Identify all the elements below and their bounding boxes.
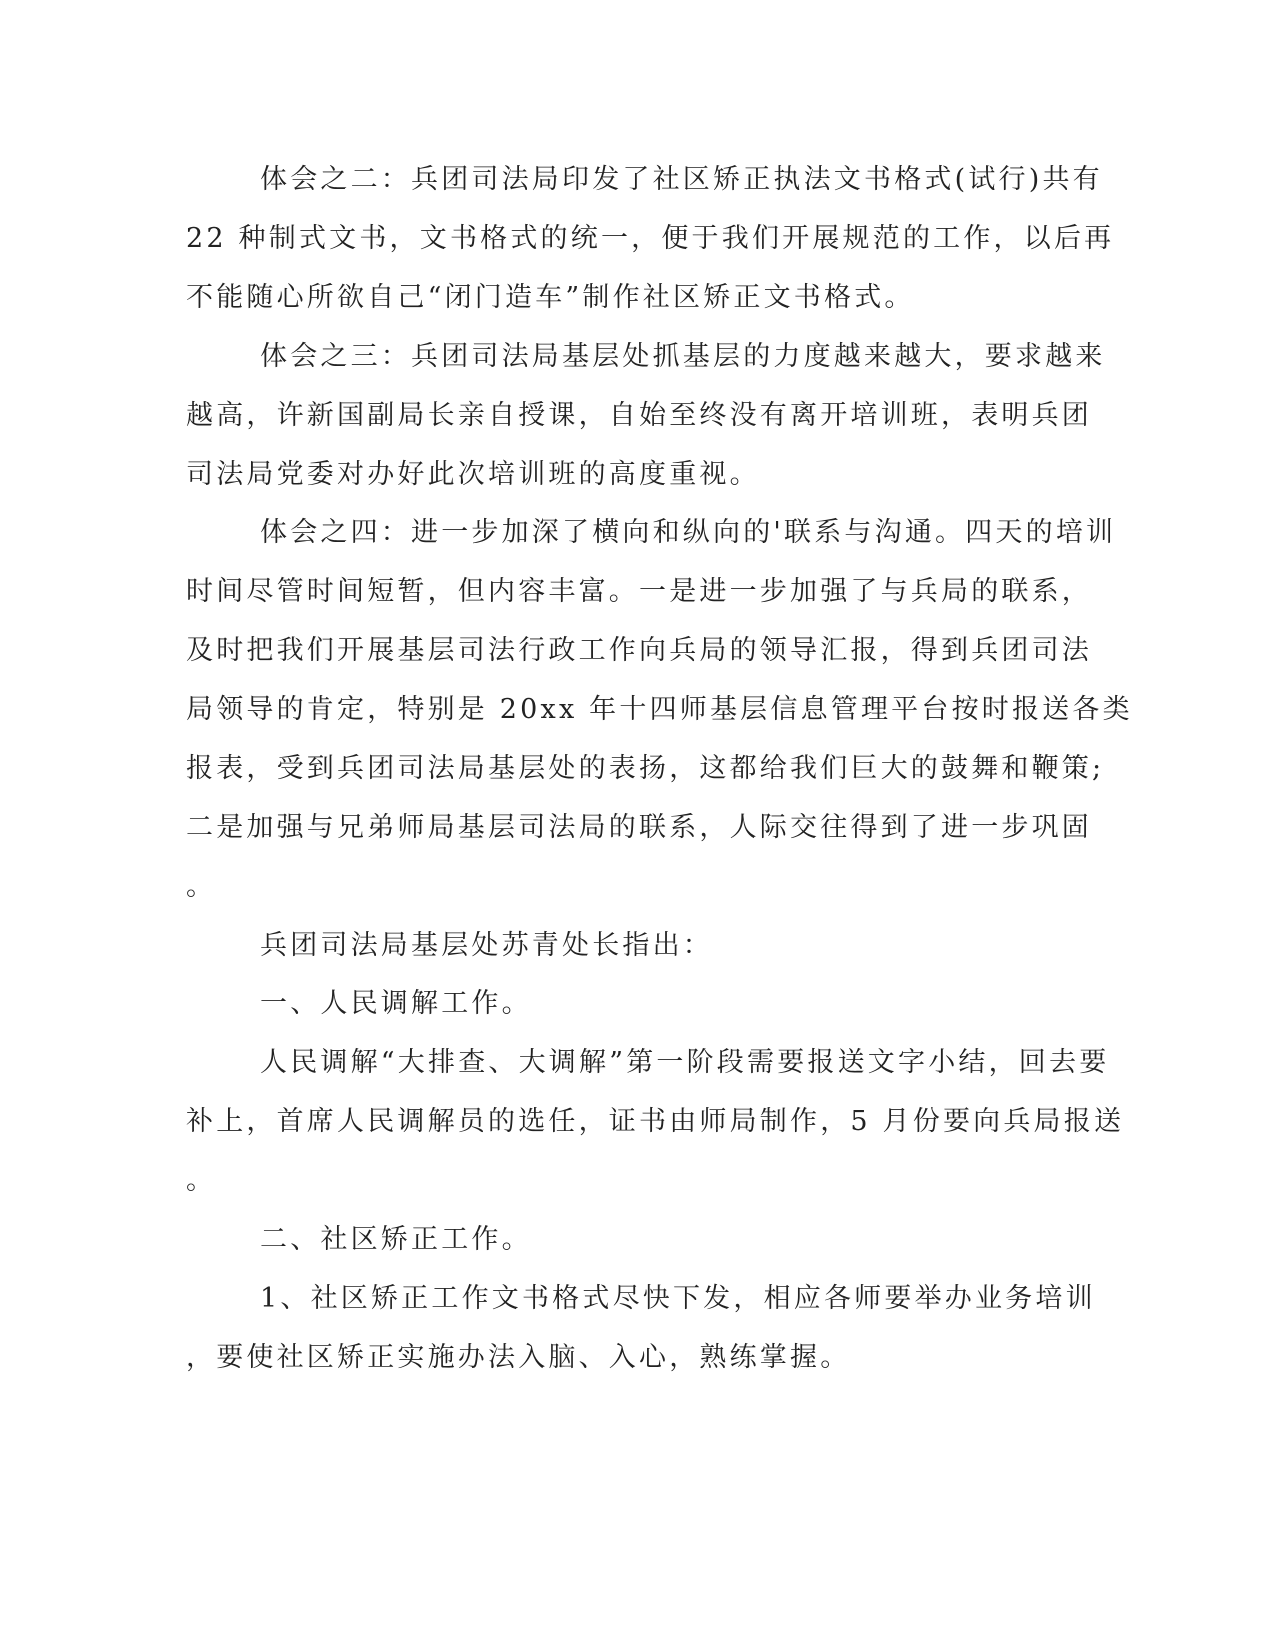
section-intro: 兵团司法局基层处苏青处长指出： — [260, 930, 713, 961]
paragraph-4-line-2: 时间尽管时间短暂，但内容丰富。一是进一步加强了与兵局的联系， — [186, 576, 1092, 607]
paragraph-4-line-5: 报表，受到兵团司法局基层处的表扬，这都给我们巨大的鼓舞和鞭策; — [186, 753, 1105, 784]
heading-community-correction: 二、社区矫正工作。 — [260, 1224, 532, 1255]
paragraph-3-line-2: 越高，许新国副局长亲自授课，自始至终没有离开培训班，表明兵团 — [186, 400, 1092, 431]
paragraph-4-line-3: 及时把我们开展基层司法行政工作向兵局的领导汇报，得到兵团司法 — [186, 635, 1092, 666]
paragraph-2-line-2: 22 种制式文书，文书格式的统一，便于我们开展规范的工作，以后再 — [186, 223, 1115, 254]
paragraph-2-line-3: 不能随心所欲自己“闭门造车”制作社区矫正文书格式。 — [186, 282, 915, 313]
paragraph-4-line-6: 二是加强与兄弟师局基层司法局的联系，人际交往得到了进一步巩固 — [186, 812, 1092, 843]
mediation-line-1: 人民调解“大排查、大调解”第一阶段需要报送文字小结，回去要 — [260, 1047, 1110, 1078]
mediation-line-2: 补上，首席人民调解员的选任，证书由师局制作，5 月份要向兵局报送 — [186, 1106, 1125, 1137]
correction-item-1-line-2: ，要使社区矫正实施办法入脑、入心，熟练掌握。 — [186, 1342, 851, 1373]
mediation-line-3: 。 — [186, 1165, 217, 1196]
paragraph-4-line-4: 局领导的肯定，特别是 20xx 年十四师基层信息管理平台按时报送各类 — [186, 694, 1133, 725]
paragraph-3-line-3: 司法局党委对办好此次培训班的高度重视。 — [186, 459, 760, 490]
paragraph-4-line-7: 。 — [186, 871, 217, 902]
correction-item-1-line-1: 1、社区矫正工作文书格式尽快下发，相应各师要举办业务培训 — [260, 1283, 1096, 1314]
heading-people-mediation: 一、人民调解工作。 — [260, 988, 532, 1019]
paragraph-4-line-1: 体会之四：进一步加深了横向和纵向的'联系与沟通。四天的培训 — [260, 517, 1117, 548]
paragraph-3-line-1: 体会之三：兵团司法局基层处抓基层的力度越来越大，要求越来 — [260, 341, 1106, 372]
paragraph-2-line-1: 体会之二：兵团司法局印发了社区矫正执法文书格式(试行)共有 — [260, 164, 1103, 195]
